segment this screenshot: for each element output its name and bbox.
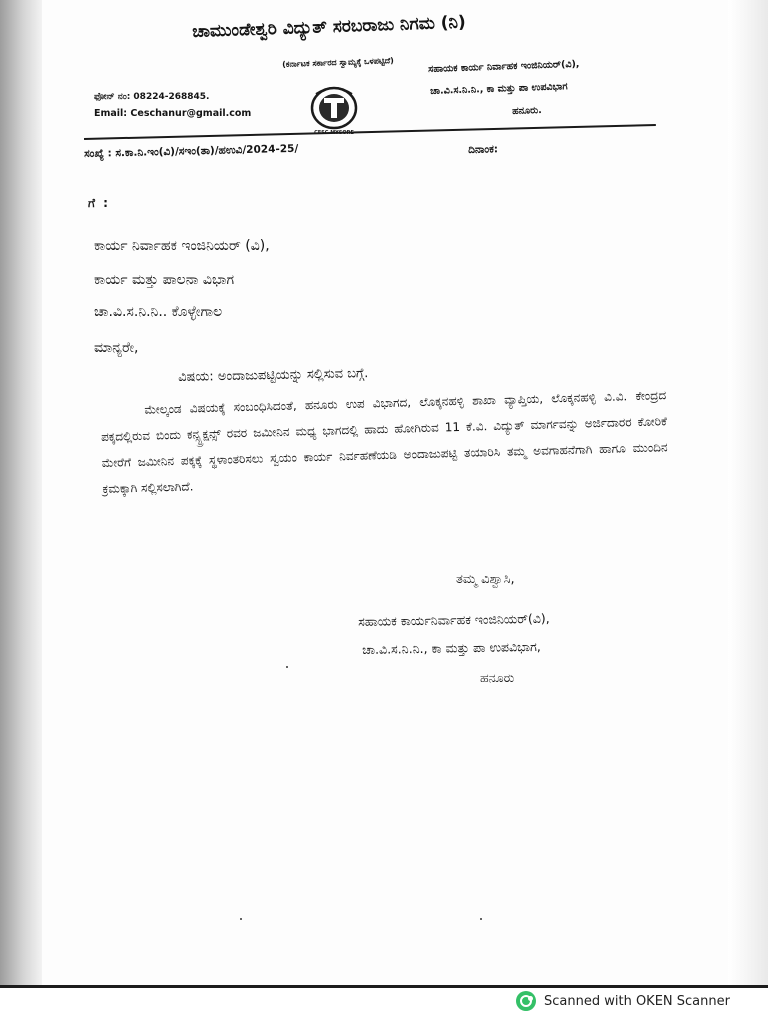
date-label: ದಿನಾಂಕ: <box>468 143 499 156</box>
email-address: Email: Ceschanur@gmail.com <box>94 108 252 119</box>
cesc-logo-icon <box>302 84 366 138</box>
office-division: ಚಾ.ವಿ.ಸ.ನಿ.ನಿ., ಕಾ ಮತ್ತು ಪಾ ಉಪವಿಭಾಗ <box>430 81 568 97</box>
recipient-line-1: ಕಾರ್ಯ ನಿರ್ವಾಹಕ ಇಂಜಿನಿಯರ್ (ವಿ), <box>94 238 270 254</box>
scan-speck <box>286 666 288 668</box>
scan-speck <box>240 918 242 920</box>
closing: ತಮ್ಮ ವಿಶ್ವಾಸಿ, <box>456 572 515 587</box>
phone-number: ಫೋನ್ ನಂ: 08224-268845. <box>94 92 210 102</box>
oken-scanner-icon <box>516 991 536 1011</box>
organization-name: ಚಾಮುಂಡೇಶ್ವರಿ ವಿದ್ಯುತ್ ಸರಬರಾಜು ನಿಗಮ (ನಿ) <box>192 12 467 42</box>
recipient-line-2: ಕಾರ್ಯ ಮತ್ತು ಪಾಲನಾ ವಿಭಾಗ <box>94 272 235 288</box>
scan-shadow-right <box>728 0 768 985</box>
scanner-watermark <box>516 990 730 1012</box>
letter-body <box>100 382 669 502</box>
page-bottom-edge <box>0 985 768 988</box>
scan-shadow-left <box>0 0 42 985</box>
salutation: ಮಾನ್ಯರೇ, <box>94 340 139 356</box>
organization-subtitle: (ಕರ್ನಾಟಕ ಸರ್ಕಾರದ ಸ್ವಾಮ್ಯಕ್ಕೆ ಒಳಪಟ್ಟಿದೆ) <box>282 56 395 69</box>
signature-line-1: ಸಹಾಯಕ ಕಾರ್ಯನಿರ್ವಾಹಕ ಇಂಜಿನಿಯರ್(ವಿ), <box>358 610 550 629</box>
scanner-watermark-text: Scanned with OKEN Scanner <box>544 993 730 1009</box>
office-title: ಸಹಾಯಕ ಕಾರ್ಯ ನಿರ್ವಾಹಕ ಇಂಜಿನಿಯರ್(ವಿ), <box>428 58 580 75</box>
scan-speck <box>480 918 482 920</box>
office-place: ಹನೂರು. <box>512 104 542 117</box>
letter-body-text: ಮೇಲ್ಕಂಡ ವಿಷಯಕ್ಕೆ ಸಂಬಂಧಿಸಿದಂತೆ, ಹನೂರು ಉಪ ವಿಭಾಗದ, ಲೊಕ್ಕನಹಳ್ಳಿ ಶಾಖಾ ವ್ಯಾಪ್ತಿಯ, ಲೊಕ್ಕನಹಳ್ಳಿ ವಿ.ವಿ. ಕೇಂದ್ರದ ಪಕ್ಕದಲ್ಲಿರುವ ಬಿಂದು ಕನ್ಸ್ಟ್ರಕ್ಷನ್ಸ್ ರವರ ಜಮೀನಿನ ಮಧ್ಯ ಭಾಗದಲ್ಲಿ ಹಾದು ಹೋಗಿರುವ 11 ಕೆ.ವಿ. ವಿದ್ಯುತ್ ಮಾರ್ಗವನ್ನು ಅರ್ಜಿದಾರರ ಕೋರಿಕೆ ಮೇರೆಗೆ ಜಮೀನಿನ ಪಕ್ಕಕ್ಕೆ ಸ್ಥಳಾಂತರಿಸಲು ಸ್ವಯಂ ಕಾರ್ಯ ನಿರ್ವಹಣೆಯಡಿ ಅಂದಾಜುಪಟ್ಟಿ ತಯಾರಿಸಿ ತಮ್ಮ ಅವಗಾಹನೆಗಾಗಿ ಹಾಗೂ ಮುಂದಿನ ಕ್ರಮಕ್ಕಾಗಿ ಸಲ್ಲಿಸಲಾಗಿದೆ. <box>100 388 668 496</box>
signature-line-3: ಹನೂರು <box>480 670 515 685</box>
signature-line-2: ಚಾ.ವಿ.ಸ.ನಿ.ನಿ., ಕಾ ಮತ್ತು ಪಾ ಉಪವಿಭಾಗ, <box>362 638 541 657</box>
subject-line: ವಿಷಯ: ಅಂದಾಜುಪಟ್ಟಿಯನ್ನು ಸಲ್ಲಿಸುವ ಬಗ್ಗೆ. <box>178 366 369 385</box>
reference-number: ಸಂಖ್ಯೆ : ಸ.ಕಾ.ನಿ.ಇಂ(ವಿ)/ಸಇಂ(ತಾ)/ಹಉವಿ/2024-25/ <box>84 142 299 160</box>
to-label: ಗೆ : <box>88 196 110 210</box>
recipient-line-3: ಚಾ.ವಿ.ಸ.ನಿ.ನಿ.. ಕೊಳ್ಳೇಗಾಲ <box>94 304 223 320</box>
